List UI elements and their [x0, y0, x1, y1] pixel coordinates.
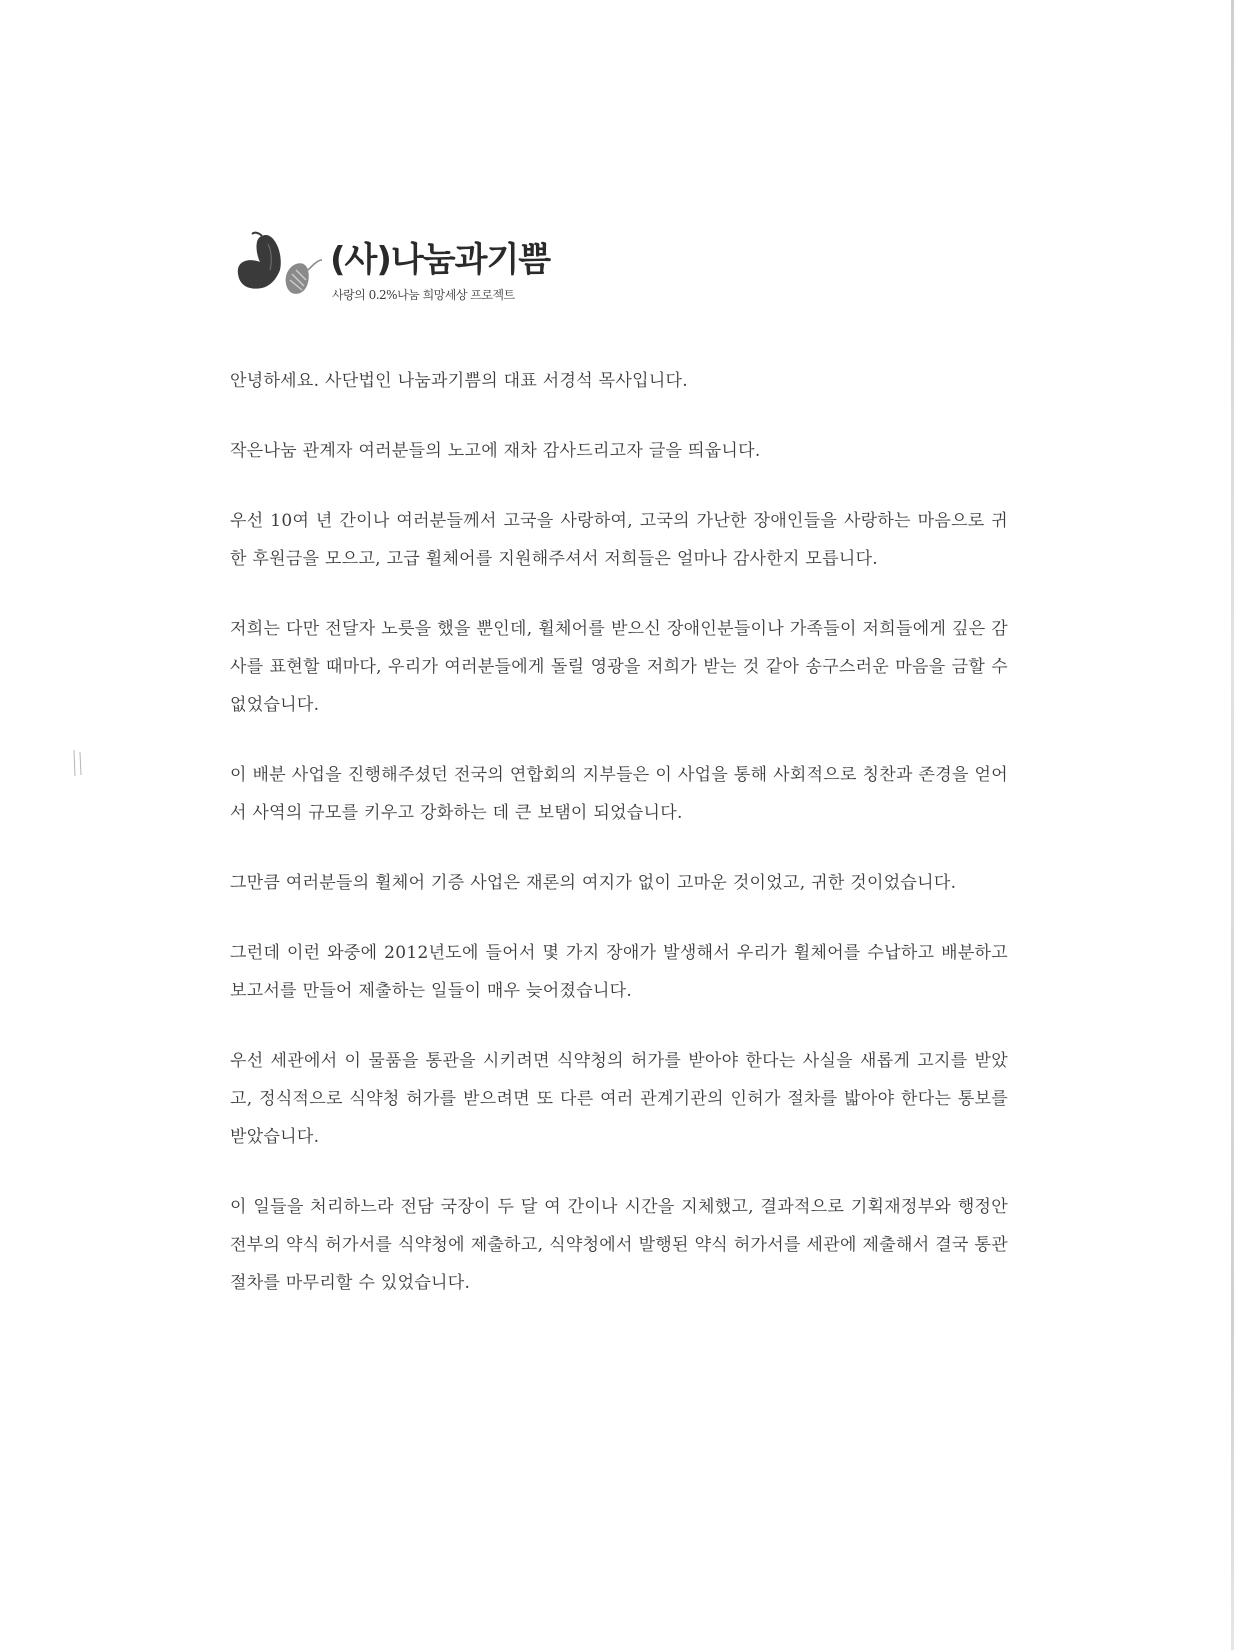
letter-body — [230, 362, 1008, 1302]
letter-paragraph: 작은나눔 관계자 여러분들의 노고에 재차 감사드리고자 글을 띄웁니다. — [230, 441, 761, 461]
organization-name: (사)나눔과기쁨 — [330, 240, 551, 280]
organization-logo — [232, 230, 562, 310]
letter-paragraph: 우선 세관에서 이 물품을 통관을 시키려면 식약청의 허가를 받아야 한다는 사실을 새롭게 고지를 받았고, 정식적으로 식약청 허가를 받으려면 또 다른 여러 관계기관의 인허가 절차를 밟아야 한다는 통보를 받았습니다. — [230, 1051, 1009, 1147]
organization-tagline: 사랑의 0.2%나눔 희망세상 프로젝트 — [332, 288, 515, 302]
scan-speck-mark — [70, 748, 90, 778]
letter-paragraph: 저희는 다만 전달자 노릇을 했을 뿐인데, 휠체어를 받으신 장애인분들이나 가족들이 저희들에게 깊은 감사를 표현할 때마다, 우리가 여러분들에게 돌릴 영광을 저희가 받는 것 같아 송구스러운 마음을 금할 수 없었습니다. — [230, 619, 1008, 715]
letter-paragraph: 이 배분 사업을 진행해주셨던 전국의 연합회의 지부들은 이 사업을 통해 사회적으로 칭찬과 존경을 얻어서 사역의 규모를 키우고 강화하는 데 큰 보탬이 되었습니다. — [230, 765, 1008, 823]
butterfly-hands-icon — [232, 230, 332, 305]
scan-edge-shadow — [1231, 0, 1234, 1650]
letter-paragraph: 우선 10여 년 간이나 여러분들께서 고국을 사랑하여, 고국의 가난한 장애인들을 사랑하는 마음으로 귀한 후원금을 모으고, 고급 휠체어를 지원해주셔서 저희들은 얼마나 감사한지 모릅니다. — [230, 511, 1008, 569]
letter-paragraph: 이 일들을 처리하느라 전담 국장이 두 달 여 간이나 시간을 지체했고, 결과적으로 기획재정부와 행정안전부의 약식 허가서를 식약청에 제출하고, 식약청에서 발행된 약식 허가서를 세관에 제출해서 결국 통관 절차를 마무리할 수 있었습니다. — [230, 1197, 1008, 1293]
letter-paragraph: 그런데 이런 와중에 2012년도에 들어서 몇 가지 장애가 발생해서 우리가 휠체어를 수납하고 배분하고 보고서를 만들어 제출하는 일들이 매우 늦어졌습니다. — [230, 943, 1008, 1001]
letter-paragraph: 안녕하세요. 사단법인 나눔과기쁨의 대표 서경석 목사입니다. — [230, 371, 688, 391]
letter-paragraph: 그만큼 여러분들의 휠체어 기증 사업은 재론의 여지가 없이 고마운 것이었고, 귀한 것이었습니다. — [230, 873, 957, 893]
